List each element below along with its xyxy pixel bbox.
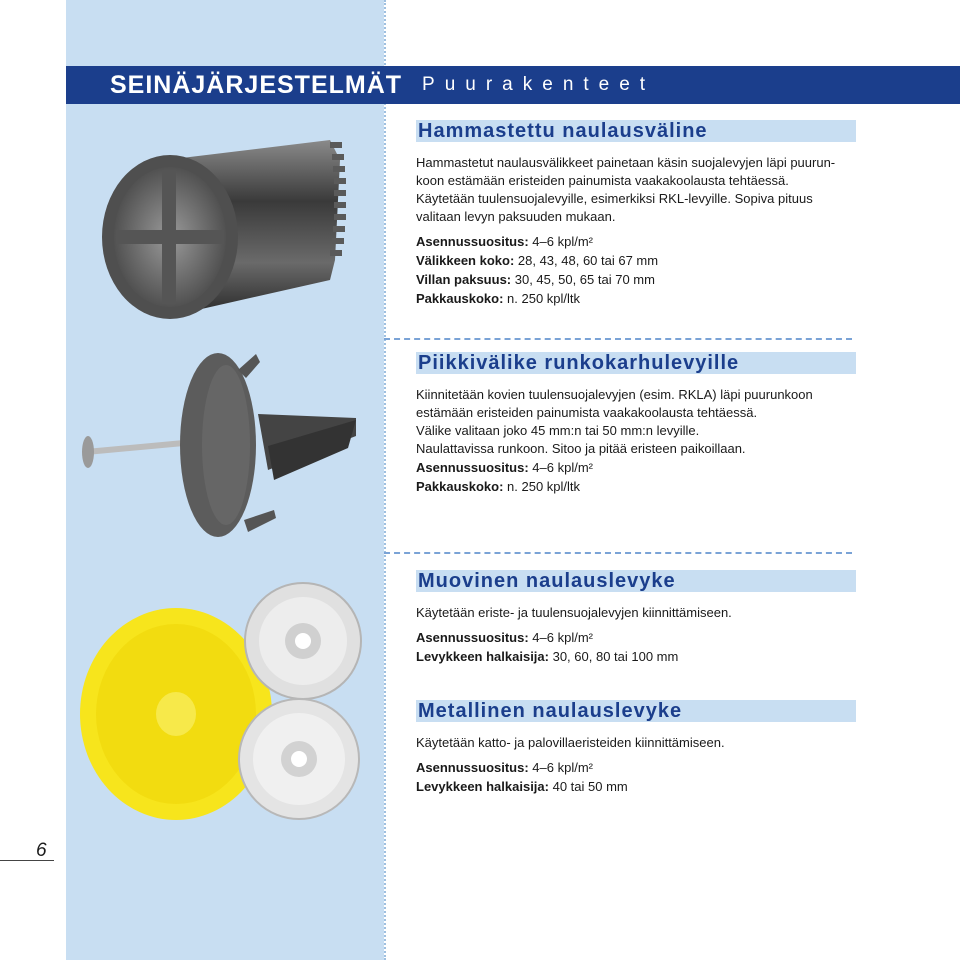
paragraph-line: valitaan levyn paksuuden mukaan. — [416, 209, 616, 224]
section-heading: Muovinen naulauslevyke — [416, 570, 856, 592]
section-divider — [384, 552, 852, 554]
spec-line — [416, 232, 856, 251]
spec-line — [416, 458, 856, 477]
spec-label: Asennussuositus: — [416, 234, 529, 249]
spike-spacer-image — [78, 350, 368, 550]
spec-value: 4–6 kpl/m² — [528, 460, 593, 475]
spec-label: Asennussuositus: — [416, 460, 529, 475]
spec-line — [416, 251, 856, 270]
section-divider — [384, 338, 852, 340]
section-heading: Hammastettu naulausväline — [416, 120, 856, 142]
banner-title: SEINÄJÄRJESTELMÄT — [110, 70, 403, 99]
spec-label: Levykkeen halkaisija: — [416, 779, 549, 794]
spec-label: Asennussuositus: — [416, 630, 529, 645]
paragraph-line: koon estämään eristeiden painumista vaakakoolausta tehtäessä. — [416, 173, 789, 188]
section-spike-spacer — [416, 352, 856, 496]
section-toothed-spacer — [416, 120, 856, 308]
section-metal-disc — [416, 700, 856, 796]
spec-line — [416, 758, 856, 777]
banner-subtitle: Puurakenteet — [422, 74, 656, 95]
toothed-spacer-image — [90, 130, 360, 330]
spec-line — [416, 270, 856, 289]
spec-label: Pakkauskoko: — [416, 291, 504, 306]
spec-label: Välikkeen koko: — [416, 253, 515, 268]
paragraph-line: Käytetään eriste- ja tuulensuojalevyjen kiinnittämiseen. — [416, 605, 732, 620]
spec-value: 28, 43, 48, 60 tai 67 mm — [514, 253, 659, 268]
page-banner — [66, 66, 960, 104]
page-number: 6 — [36, 840, 47, 861]
spec-value: 4–6 kpl/m² — [528, 234, 593, 249]
section-heading: Piikkivälike runkokarhulevyille — [416, 352, 856, 374]
paragraph-line: Kiinnitetään kovien tuulensuojalevyjen (esim. RKLA) läpi puurunkoon — [416, 387, 813, 402]
paragraph-line: Naulattavissa runkoon. Sitoo ja pitää eristeen paikoillaan. — [416, 441, 746, 456]
white-disc-upper-image — [242, 580, 364, 702]
paragraph-line: estämään eristeiden painumista vaakakoolausta tehtäessä. — [416, 405, 758, 420]
spec-line — [416, 647, 856, 666]
spec-value: 4–6 kpl/m² — [528, 630, 593, 645]
paragraph-line: Välike valitaan joko 45 mm:n tai 50 mm:n levyille. — [416, 423, 700, 438]
metal-disc-image — [236, 696, 362, 822]
spec-value: n. 250 kpl/ltk — [503, 479, 581, 494]
spec-line — [416, 477, 856, 496]
spec-value: 40 tai 50 mm — [548, 779, 628, 794]
paragraph-line: Käytetään tuulensuojalevyille, esimerkiksi RKL-levyille. Sopiva pituus — [416, 191, 813, 206]
spec-label: Levykkeen halkaisija: — [416, 649, 549, 664]
section-heading: Metallinen naulauslevyke — [416, 700, 856, 722]
spec-label: Asennussuositus: — [416, 760, 529, 775]
page-number-rule — [0, 860, 54, 861]
paragraph-line: Hammastetut naulausvälikkeet painetaan käsin suojalevyjen läpi puurun- — [416, 155, 836, 170]
spec-value: 4–6 kpl/m² — [528, 760, 593, 775]
vertical-divider — [384, 0, 386, 960]
spec-value: 30, 60, 80 tai 100 mm — [548, 649, 679, 664]
spec-label: Pakkauskoko: — [416, 479, 504, 494]
spec-label: Villan paksuus: — [416, 272, 512, 287]
paragraph-line: Käytetään katto- ja palovillaeristeiden kiinnittämiseen. — [416, 735, 725, 750]
spec-value: 30, 45, 50, 65 tai 70 mm — [511, 272, 655, 287]
spec-line — [416, 628, 856, 647]
spec-value: n. 250 kpl/ltk — [503, 291, 581, 306]
section-plastic-disc — [416, 570, 856, 666]
spec-line — [416, 289, 856, 308]
spec-line — [416, 777, 856, 796]
